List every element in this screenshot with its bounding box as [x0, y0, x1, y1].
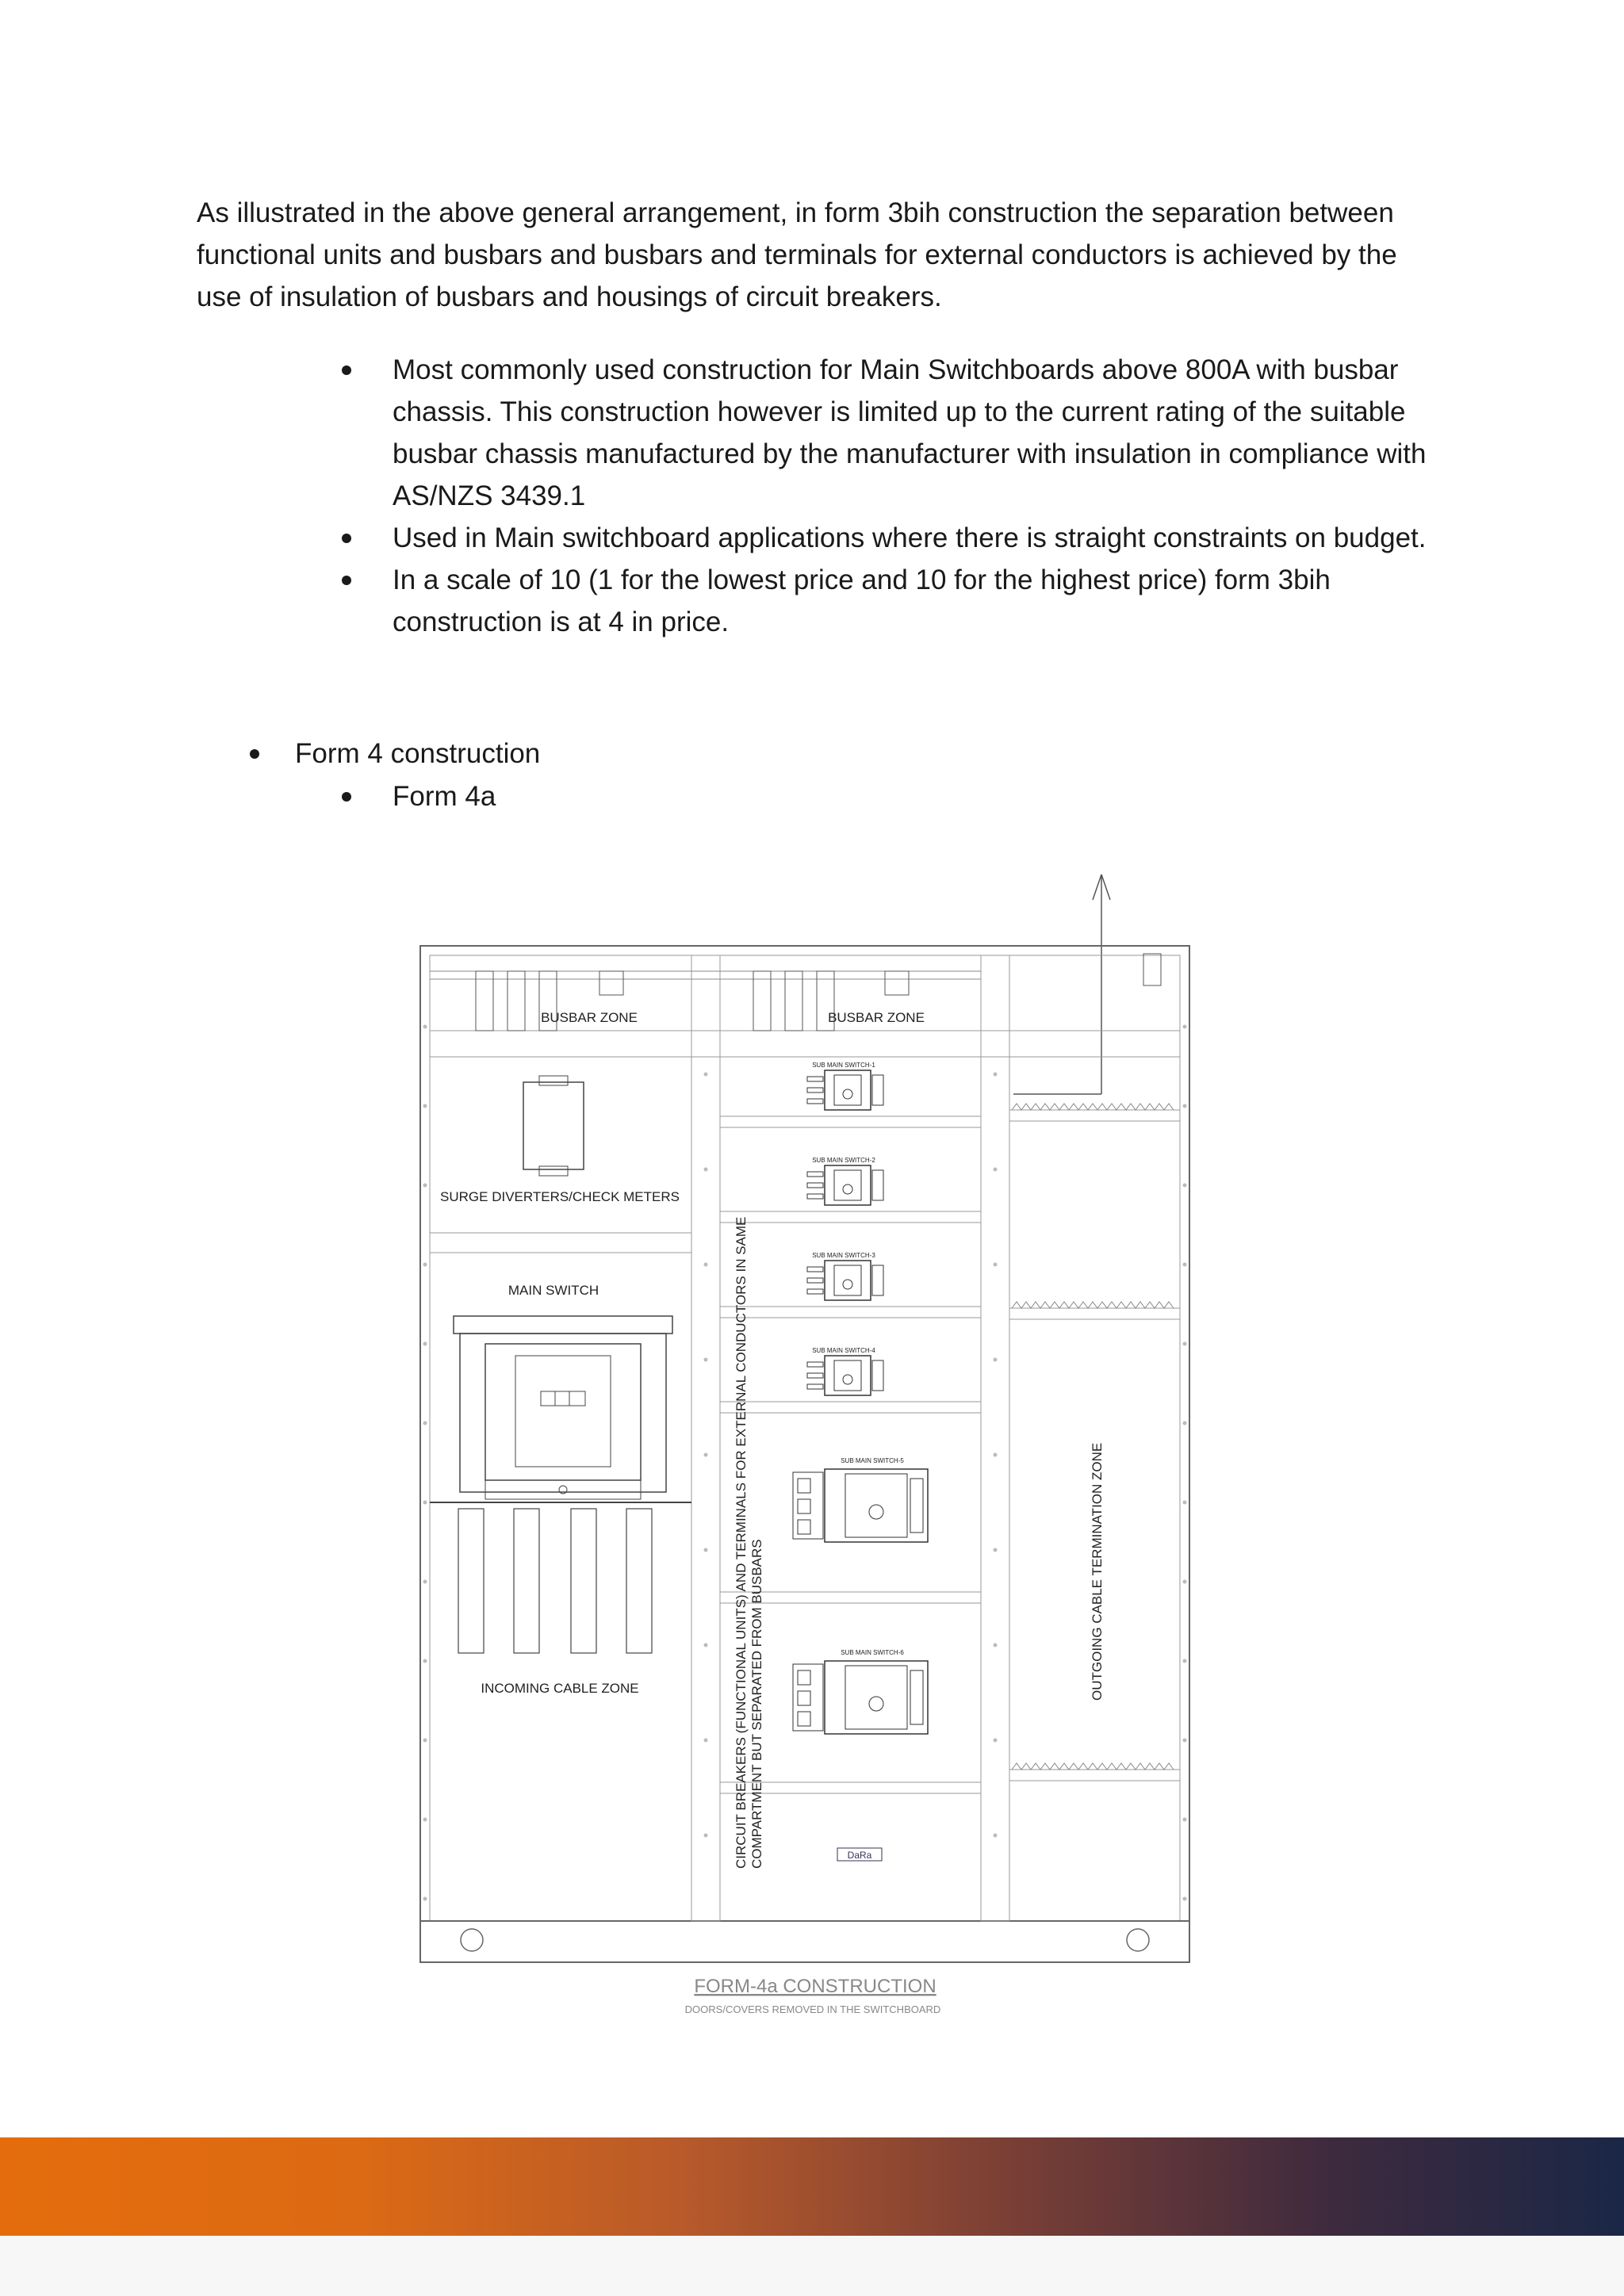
busbar-zone-left-label: BUSBAR ZONE	[541, 1010, 638, 1025]
section-item	[295, 733, 540, 775]
circuit-breakers-label-line1: CIRCUIT BREAKERS (FUNCTIONAL UNITS) AND TERMINALS FOR EXTERNAL CONDUCTORS IN SAME	[733, 1216, 749, 1869]
form-4a-switchboard-drawing	[396, 868, 1221, 2034]
sub-switch-label: SUB MAIN SWITCH-3	[812, 1252, 875, 1259]
sub-switch-label: SUB MAIN SWITCH-5	[841, 1457, 904, 1464]
busbar-zone-right-label: BUSBAR ZONE	[828, 1010, 925, 1025]
sub-switch-label: SUB MAIN SWITCH-6	[841, 1649, 904, 1656]
sub-switch-label: SUB MAIN SWITCH-4	[812, 1347, 875, 1354]
footer-gradient-band	[0, 2137, 1624, 2236]
section-item-text: Form 4 construction	[295, 738, 541, 769]
list-item	[393, 517, 1439, 559]
circuit-breakers-label-line2: COMPARTMENT BUT SEPARATED FROM BUSBARS	[749, 1539, 764, 1869]
main-switch-label: MAIN SWITCH	[508, 1283, 599, 1298]
list-item	[393, 349, 1439, 517]
list-item	[393, 559, 1439, 643]
figure-caption-subtitle: DOORS/COVERS REMOVED IN THE SWITCHBOARD	[684, 2003, 941, 2015]
intro-paragraph: As illustrated in the above general arrangement, in form 3bih construction the separation between functional units and busbars and busbars and terminals for external conductors is achieved by the use of insulation of busbars and housings of circuit breakers.	[197, 197, 1397, 312]
list-item-text: Used in Main switchboard applications where there is straight constraints on budget.	[393, 522, 1427, 553]
surge-diverters-label: SURGE DIVERTERS/CHECK METERS	[440, 1189, 680, 1204]
bullet-list	[393, 349, 1439, 643]
bullet-icon	[342, 792, 351, 802]
bullet-icon	[342, 576, 351, 585]
incoming-cable-zone-label: INCOMING CABLE ZONE	[481, 1681, 639, 1696]
sub-switch-label: SUB MAIN SWITCH-1	[812, 1062, 875, 1069]
sub-switch-label: SUB MAIN SWITCH-2	[812, 1157, 875, 1164]
footer-strip	[0, 2236, 1624, 2296]
list-item-text: Most commonly used construction for Main Switchboards above 800A with busbar chassis. This construction however is limited up to the current rating of the suitable busbar chassis manufactured by the manufacturer with insulation in compliance with AS/NZS 3439.1	[393, 354, 1427, 511]
subsection-item-text: Form 4a	[393, 781, 496, 812]
bullet-icon	[250, 749, 259, 759]
outgoing-cable-zone-label: OUTGOING CABLE TERMINATION ZONE	[1090, 1442, 1105, 1701]
subsection-item	[393, 775, 496, 817]
figure-caption-title: FORM-4a CONSTRUCTION	[694, 1976, 936, 1997]
bullet-icon	[342, 365, 351, 375]
bullet-icon	[342, 534, 351, 543]
dara-logo: DaRa	[847, 1850, 872, 1861]
list-item-text: In a scale of 10 (1 for the lowest price and 10 for the highest price) form 3bih construction is at 4 in price.	[393, 564, 1331, 637]
